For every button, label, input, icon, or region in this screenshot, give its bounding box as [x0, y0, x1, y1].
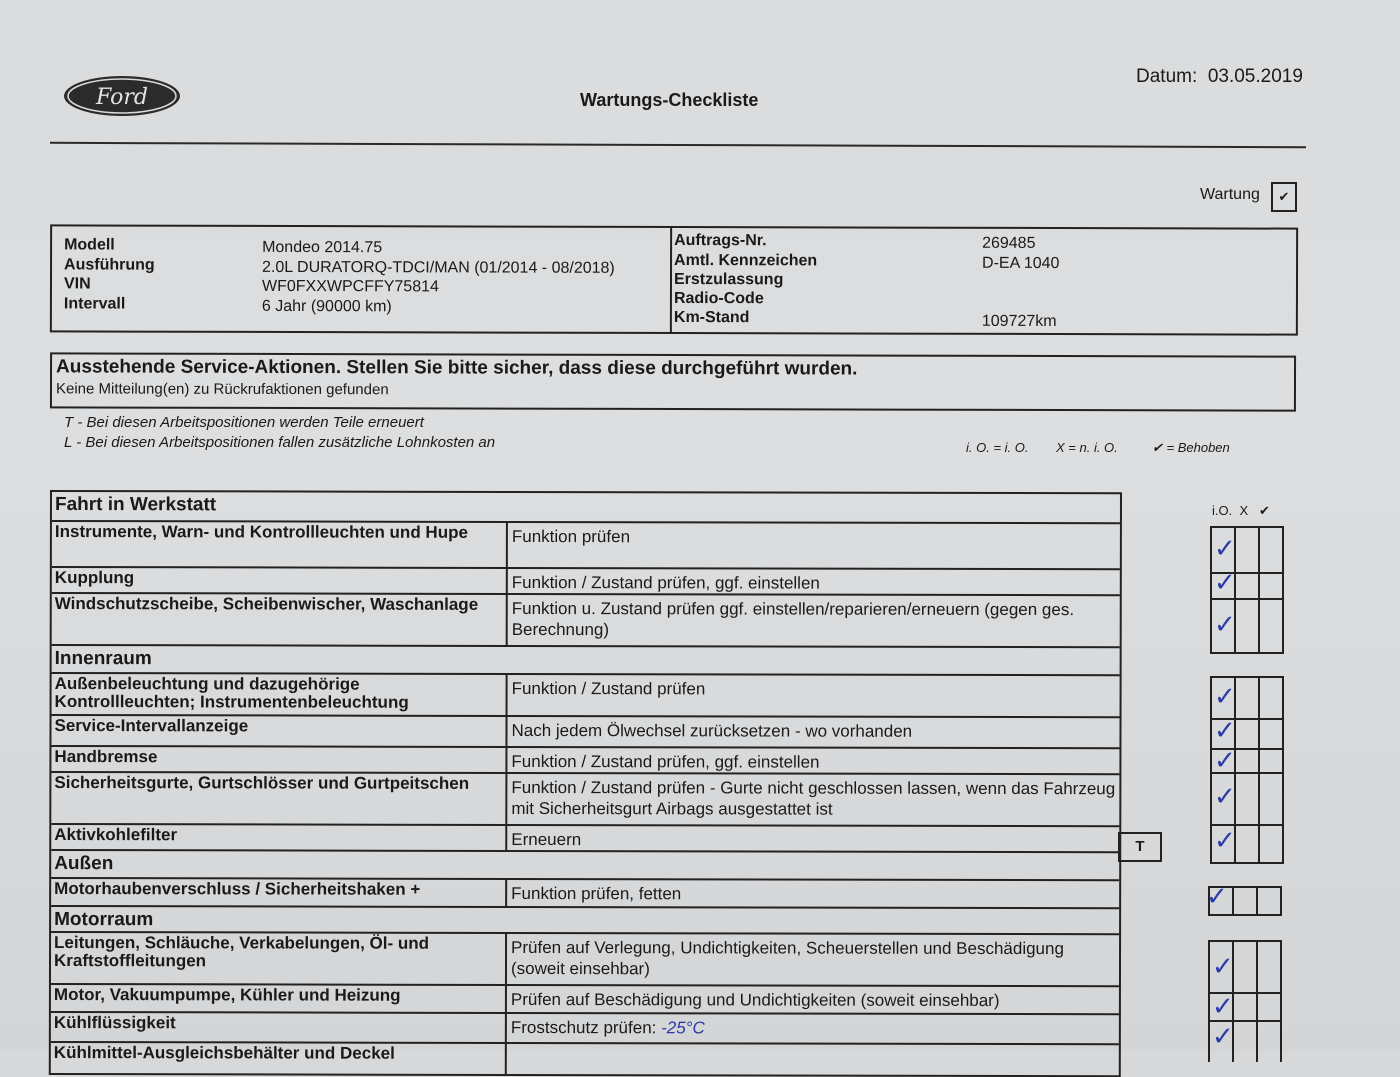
item-task	[507, 1014, 1119, 1043]
item-task: Funktion / Zustand prüfen, ggf. einstellen	[511, 572, 820, 593]
check-mark: ✓	[1214, 682, 1236, 712]
item-name: Aktivkohlefilter	[51, 825, 507, 850]
wartung-checkbox: ✔	[1271, 182, 1297, 212]
status-column-headers	[1212, 503, 1270, 519]
antifreeze-label: Frostschutz prüfen:	[510, 1017, 657, 1038]
section-heading: Motorraum	[54, 909, 154, 931]
legend-fixed: ✔ = Behoben	[1152, 440, 1230, 455]
item-name: Service-Intervallanzeige	[51, 716, 507, 746]
info-value: 2.0L DURATORQ-TDCI/MAN (01/2014 - 08/2018)	[262, 258, 615, 277]
legend-io: i. O. = i. O.	[966, 440, 1029, 455]
section-heading: Außen	[54, 853, 114, 875]
check-mark: ✓	[1212, 952, 1234, 982]
col-io: i.O.	[1212, 503, 1233, 518]
info-label: Modell	[64, 236, 115, 254]
item-task: Erneuern	[511, 829, 582, 850]
check-mark: ✓	[1212, 1022, 1234, 1052]
check-mark: ✓	[1214, 568, 1236, 598]
section-heading: Fahrt in Werkstatt	[54, 494, 217, 516]
date-label: Datum:	[1136, 66, 1198, 87]
info-label: Auftrags-Nr.	[674, 232, 767, 250]
notice-text: Keine Mitteilung(en) zu Rückrufaktionen gefunden	[55, 380, 389, 399]
check-mark: ✓	[1214, 826, 1236, 856]
info-value: WF0FXXWPCFFY75814	[261, 277, 439, 296]
legend-t: T - Bei diesen Arbeitspositionen werden Teile erneuert	[64, 414, 424, 431]
check-mark: ✓	[1214, 782, 1236, 812]
item-name: Motorhaubenverschluss / Sicherheitshaken +	[51, 879, 507, 906]
item-name: Kupplung	[52, 568, 508, 593]
col-x: X	[1239, 503, 1249, 518]
item-task: Funktion u. Zustand prüfen ggf. einstellen/reparieren/erneuern (gegen ges. Berechnung)	[511, 598, 1075, 640]
info-value: 109727km	[981, 312, 1057, 331]
col-fixed: ✔	[1258, 503, 1270, 518]
check-mark: ✓	[1212, 992, 1234, 1022]
page-title: Wartungs-Checkliste	[580, 90, 759, 110]
item-name: Handbremse	[51, 747, 507, 772]
info-label: Radio-Code	[673, 289, 764, 308]
item-task: Funktion / Zustand prüfen	[511, 678, 706, 699]
info-label: Amtl. Kennzeichen	[674, 252, 818, 270]
item-task: Prüfen auf Beschädigung und Undichtigkeiten (soweit einsehbar)	[510, 989, 1000, 1010]
item-task: Funktion prüfen	[511, 526, 631, 547]
vehicle-info-box	[50, 224, 1298, 335]
mark-group-3	[1206, 882, 1282, 916]
notice-heading: Ausstehende Service-Aktionen. Stellen Sie bitte sicher, dass diese durchgeführt wurden.	[56, 356, 858, 380]
item-name: Außenbeleuchtung und dazugehörige Kontrollleuchten; Instrumentenbeleuchtung	[52, 674, 508, 715]
wartung-label: Wartung	[1200, 186, 1260, 203]
section-heading: Innenraum	[54, 648, 152, 670]
item-name: Instrumente, Warn- und Kontrollleuchten und Hupe	[52, 522, 508, 567]
service-notice-box	[50, 352, 1296, 411]
item-task	[507, 1044, 1119, 1075]
info-label: Erstzulassung	[673, 271, 784, 289]
legend-l: L - Bei diesen Arbeitspositionen fallen zusätzliche Lohnkosten an	[64, 434, 496, 451]
checklist-table	[49, 490, 1122, 1077]
item-task: Funktion / Zustand prüfen, ggf. einstellen	[511, 751, 820, 772]
handwritten-temperature: -25°C	[661, 1018, 705, 1038]
info-value: 269485	[982, 234, 1036, 252]
ford-logo	[62, 74, 182, 118]
info-value: 6 Jahr (90000 km)	[261, 297, 392, 316]
mark-group-4	[1208, 940, 1282, 1062]
item-name: Leitungen, Schläuche, Verkabelungen, Öl- und Kraftstoffleitungen	[51, 933, 507, 984]
parts-tag: T	[1118, 832, 1162, 862]
info-label: Ausführung	[64, 256, 155, 274]
item-name: Kühlmittel-Ausgleichsbehälter und Deckel	[51, 1043, 507, 1074]
check-mark: ✓	[1214, 746, 1236, 776]
item-task: Funktion / Zustand prüfen - Gurte nicht geschlossen lassen, wenn das Fahrzeug mit Sicherheitsgurt Airbags ausgestattet ist	[511, 777, 1116, 819]
info-value: D-EA 1040	[982, 254, 1060, 273]
mark-group-2	[1210, 676, 1284, 864]
legend-x: X = n. i. O.	[1056, 440, 1118, 455]
info-label: Intervall	[63, 295, 126, 313]
item-task: Funktion prüfen, fetten	[511, 883, 682, 904]
info-label: Km-Stand	[673, 308, 750, 327]
date-value: 03.05.2019	[1207, 66, 1303, 87]
item-name: Kühlflüssigkeit	[51, 1013, 507, 1042]
item-task: Nach jedem Ölwechsel zurücksetzen - wo vorhanden	[511, 720, 913, 741]
check-mark: ✓	[1214, 610, 1236, 640]
svg-text:Ford: Ford	[96, 85, 148, 110]
info-value: Mondeo 2014.75	[262, 238, 383, 257]
info-label: VIN	[63, 275, 91, 293]
info-divider	[670, 228, 672, 332]
item-name: Motor, Vakuumpumpe, Kühler und Heizung	[51, 985, 507, 1012]
item-task: Prüfen auf Verlegung, Undichtigkeiten, Scheuerstellen und Beschädigung (soweit einsehbar)	[510, 937, 1064, 979]
date-display	[1136, 66, 1303, 88]
mark-group-1	[1210, 526, 1284, 654]
item-name: Sicherheitsgurte, Gurtschlösser und Gurtpeitschen	[51, 773, 507, 824]
check-mark: ✓	[1214, 716, 1236, 746]
item-name: Windschutzscheibe, Scheibenwischer, Waschanlage	[52, 594, 508, 645]
check-mark: ✓	[1214, 534, 1236, 564]
header-divider	[50, 142, 1306, 148]
check-mark: ✓	[1206, 882, 1228, 912]
